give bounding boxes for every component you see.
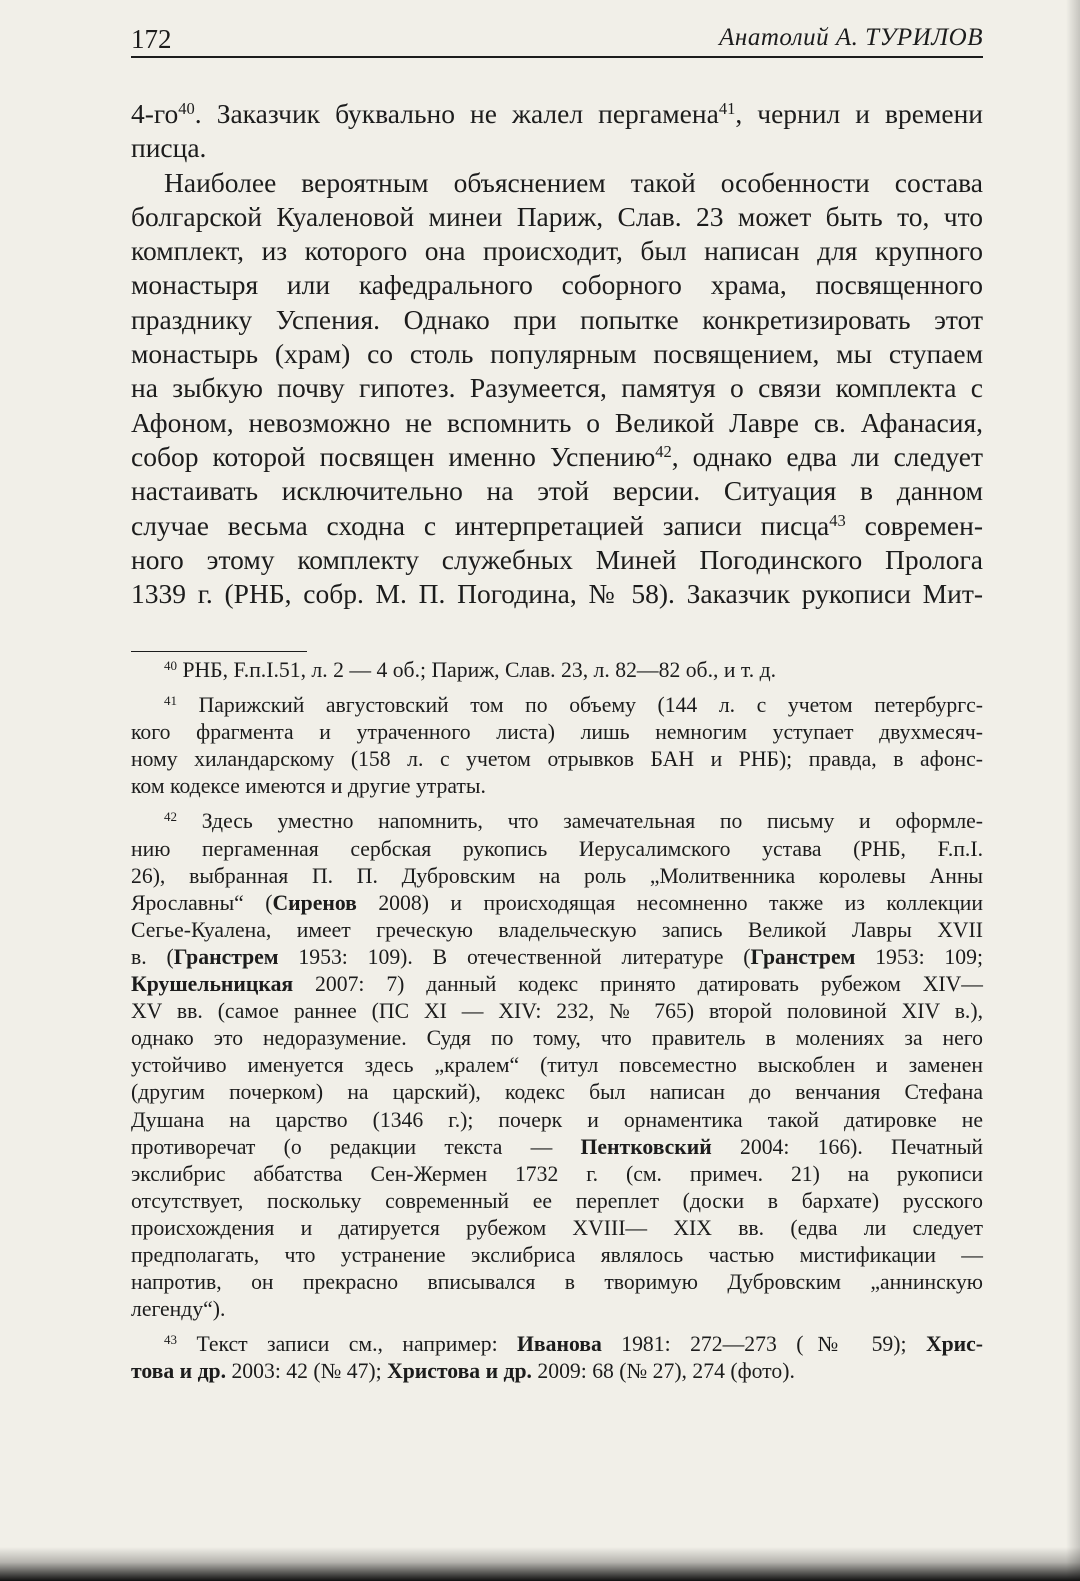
text-line: Афоном, невозможно не вспомнить о Великой Лавре св. Афанасия, — [131, 406, 983, 438]
page-number: 172 — [131, 24, 172, 54]
footnote-number: 42 — [164, 809, 178, 825]
scan-bottom-edge — [0, 1547, 1080, 1581]
author-citation: Иванова — [517, 1332, 602, 1357]
text-line: нию пергаменная сербская рукопись Иерусалимского устава (РНБ, F.п.I. — [131, 836, 983, 861]
author-citation: Хрис- — [925, 1332, 984, 1357]
running-head: Анатолий А. ТУРИЛОВ — [719, 24, 983, 51]
footnote-ref-41: 41 — [718, 98, 736, 118]
text-line: устойчиво именуется здесь „кралем“ (титул повсеместно выскоблен и заменен — [131, 1053, 983, 1078]
text-line: 1339 г. (РНБ, собр. М. П. Погодина, № 58). Заказчик рукописи Мит- — [131, 578, 983, 610]
footnote-43 — [131, 1331, 983, 1385]
footnote-number: 43 — [164, 1332, 178, 1348]
text-line: на зыбкую почву гипотез. Разумеется, памятуя о связи комплекта с — [131, 372, 983, 404]
footnote-42 — [131, 808, 983, 1323]
text-line: писца. — [131, 132, 207, 164]
text-line: легенду“). — [131, 1297, 226, 1322]
footnote-41 — [131, 692, 983, 800]
footnote-number: 41 — [164, 692, 178, 708]
text-line: комплект, из которого она происходит, был написан для крупного — [131, 235, 983, 267]
text-line: Наиболее вероятным объяснением такой особенности состава — [164, 166, 983, 198]
footnote-ref-43: 43 — [829, 510, 846, 530]
text-line: Крушельницкая 2007: 7) данный кодекс принято датировать рубежом XIV— — [131, 972, 983, 997]
text-line: экслибрис аббатства Сен-Жермен 1732 г. (см. примеч. 21) на рукописи — [131, 1161, 983, 1186]
text-line: монастыря или кафедрального соборного храма, посвященного — [131, 269, 983, 301]
text-line: (другим почерком) на царский), кодекс был написан до венчания Стефана — [131, 1080, 983, 1105]
text-line: болгарской Куаленовой минеи Париж, Слав. 23 может быть то, что — [131, 200, 983, 232]
text-line: кого фрагмента и утраченного листа) лишь немногим уступает двухмесяч- — [131, 720, 983, 745]
footnote-ref-40: 40 — [178, 98, 195, 118]
text-line: в. (Гранстрем 1953: 109). В отечественной литературе (Гранстрем 1953: 109; — [131, 944, 983, 969]
author-citation: Гранстрем — [750, 944, 856, 969]
text-line: происхождения и датируется рубежом XVIII— XIX вв. (едва ли следует — [131, 1215, 983, 1240]
main-text — [131, 97, 983, 611]
text-line: однако это недоразумение. Судя по тому, что правитель в молениях за него — [131, 1026, 983, 1051]
text-line: противоречат (о редакции текста — Пентковский 2004: 166). Печатный — [131, 1134, 984, 1159]
footnote-number: 40 — [164, 657, 178, 673]
author-citation: Гранстрем — [173, 944, 279, 969]
text-line: $4-го^{40}$. Заказчик буквально не жалел пергамена$^{41}$, чернил и времени — [131, 98, 983, 129]
paragraph-2 — [131, 166, 983, 612]
text-line: това и др. 2003: 42 (№ 47); Христова и др. 2009: 68 (№ 27), 274 (фото). — [131, 1359, 795, 1384]
text-line: $^{41}$ Парижский августовский том по объему (144 л. с учетом петербургс- — [164, 692, 984, 718]
author-citation: Пентковский — [580, 1134, 712, 1159]
author-citation: Крушельницкая — [131, 972, 294, 997]
header-rule — [131, 56, 983, 58]
author-citation: Сиренов — [272, 890, 357, 915]
text-line: настаивать исключительно на этой версии. Ситуация в данном — [131, 475, 983, 507]
text-line: XV вв. (самое раннее (ПС XI — XIV: 232, № 765) второй половиной XIV в.), — [131, 999, 983, 1024]
page-edge-shadow — [1066, 0, 1080, 1581]
footnote-ref-42: 42 — [655, 441, 672, 461]
footnote-40 — [131, 657, 983, 684]
author-citation: това и др. — [131, 1359, 227, 1384]
text-line: собор которой посвящен именно Успению$^{42}$, однако едва ли следует — [131, 440, 983, 472]
text-line: ком кодексе имеются и другие утраты. — [131, 774, 486, 799]
text-line: предполагать, что устранение экслибриса являлось частью мистификации — — [131, 1242, 983, 1267]
text-line: празднику Успения. Однако при попытке конкретизировать этот — [131, 303, 983, 335]
text-line: $^{42}$ Здесь уместно напомнить, что замечательная по письму и оформле- — [164, 809, 983, 834]
paragraph-1 — [131, 97, 983, 166]
text-line: случае весьма сходна с интерпретацией записи писца$^{43}$ современ- — [131, 509, 983, 541]
text-line: $^{43}$ Текст записи см., например: Иванова 1981: 272—273 (№ 59); Хрис- — [164, 1332, 984, 1357]
text-line: монастырь (храм) со столь популярным посвящением, мы ступаем — [131, 338, 983, 370]
footnotes — [131, 657, 983, 1385]
text-line: Ярославны“ (Сиренов 2008) и происходящая несомненно также из коллекции — [131, 890, 983, 915]
text-line: ного этому комплекту служебных Миней Погодинского Пролога — [131, 543, 983, 575]
footnote-rule — [131, 651, 307, 652]
author-citation: Христова и др. — [387, 1359, 532, 1384]
page-header — [131, 16, 983, 60]
text-line: Сегье-Куалена, имеет греческую владельческую запись Великой Лавры XVII — [131, 917, 983, 942]
text-line: напротив, он прекрасно вписывался в творимую Дубровским „аннинскую — [131, 1270, 983, 1295]
text-line: 26), выбранная П. П. Дубровским на роль „Молитвенника королевы Анны — [131, 863, 983, 888]
text-line: ному хиландарскому (158 л. с учетом отрывков БАН и РНБ); правда, в афонс- — [131, 747, 983, 772]
text-line: Душана на царство (1346 г.); почерк и орнаментика такой датировке не — [131, 1107, 983, 1132]
text-line: $^{40}$ РНБ, F.п.I.51, л. 2 — 4 об.; Париж, Слав. 23, л. 82—82 об., и т. д. — [164, 657, 777, 682]
text-line: отсутствует, поскольку современный ее переплет (доски в бархате) русского — [131, 1188, 983, 1213]
